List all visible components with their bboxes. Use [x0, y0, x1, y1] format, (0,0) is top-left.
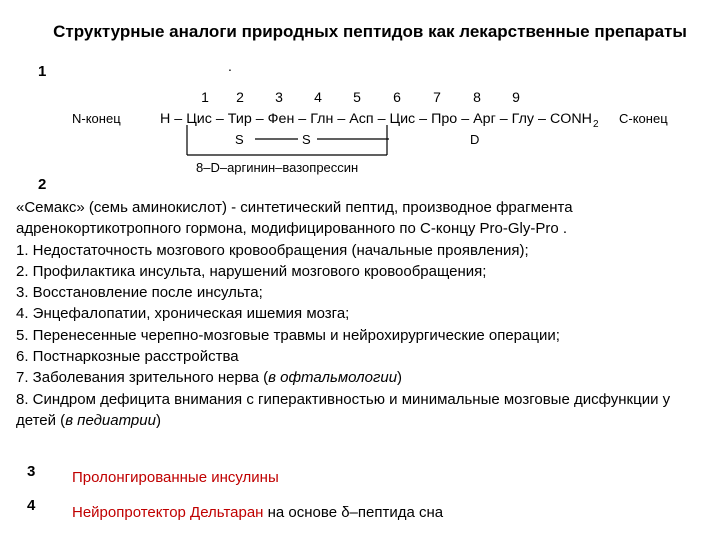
disulfide-bridge-lines — [187, 125, 389, 155]
position-label: 7 — [433, 89, 441, 105]
semax-description — [16, 197, 714, 431]
indication-item: 4. Энцефалопатии, хроническая ишемия мозга; — [16, 305, 350, 323]
item8-text: 8. Синдром дефицита внимания с гиперактивностью и минимальные мозговые дисфункции у детей ( — [16, 390, 671, 429]
section-number-2: 2 — [38, 176, 47, 193]
indication-item-7 — [16, 367, 714, 388]
position-label: 3 — [275, 89, 283, 105]
indication-item: 2. Профилактика инсульта, нарушений мозгового кровообращения; — [16, 262, 487, 280]
indication-item: 3. Восстановление после инсульта; — [16, 284, 263, 302]
deltaran-line — [72, 504, 443, 521]
compound-name: 8–D–аргинин–вазопрессин — [196, 160, 359, 175]
position-label: 8 — [473, 89, 481, 105]
section-number-4: 4 — [27, 497, 36, 514]
position-label: 1 — [201, 89, 209, 105]
semax-name: «Семакс» — [16, 199, 85, 216]
item7-text: 7. Заболевания зрительного нерва ( — [16, 369, 269, 387]
position-label: 4 — [314, 89, 322, 105]
indication-item: 6. Постнаркозные расстройства — [16, 348, 239, 366]
item7-italic: в офтальмологии — [268, 369, 398, 387]
item7-end: ) — [397, 369, 403, 387]
item8-end: ) — [155, 411, 161, 429]
indication-item: 1. Недостаточность мозгового кровообращения (начальные проявления); — [16, 241, 529, 259]
stray-dot: . — [228, 58, 232, 74]
position-label: 9 — [512, 89, 520, 105]
c-terminus-label: C-конец — [619, 111, 668, 126]
subscript-2: 2 — [593, 119, 599, 130]
position-label: 5 — [353, 89, 361, 105]
page-title: Структурные аналоги природных пептидов как лекарственные препараты — [53, 22, 687, 41]
sulfur-right: S — [302, 132, 311, 147]
prolonged-insulins: Пролонгированные инсулины — [72, 469, 279, 486]
peptide-sequence: H – Цис – Тир – Фен – Глн – Асп – Цис – Про – Арг – Глу – CONH — [160, 111, 592, 126]
section-number-1: 1 — [38, 63, 47, 80]
n-terminus-label: N-конец — [72, 111, 121, 126]
position-label: 6 — [393, 89, 401, 105]
semax-intro — [16, 197, 714, 240]
position-label: 2 — [236, 89, 244, 105]
indication-item-8 — [16, 389, 714, 432]
vasopressin-structure-diagram — [0, 80, 720, 180]
d-amino-label: D — [470, 132, 480, 147]
deltaran-name: Нейропротектор Дельтаран — [72, 504, 264, 521]
item8-italic: в педиатрии — [65, 411, 156, 429]
indication-item: 5. Перенесенные черепно-мозговые травмы и нейрохирургические операции; — [16, 326, 560, 344]
semax-intro-text: (семь аминокислот) - синтетический пептид, производное фрагмента адренокортикотропного гормона, модифицированного по С-концу Pro-Gly-Pro . — [16, 199, 573, 238]
deltaran-basis: на основе δ–пептида сна — [263, 504, 444, 521]
section-number-3: 3 — [27, 463, 36, 480]
sulfur-left: S — [235, 132, 244, 147]
